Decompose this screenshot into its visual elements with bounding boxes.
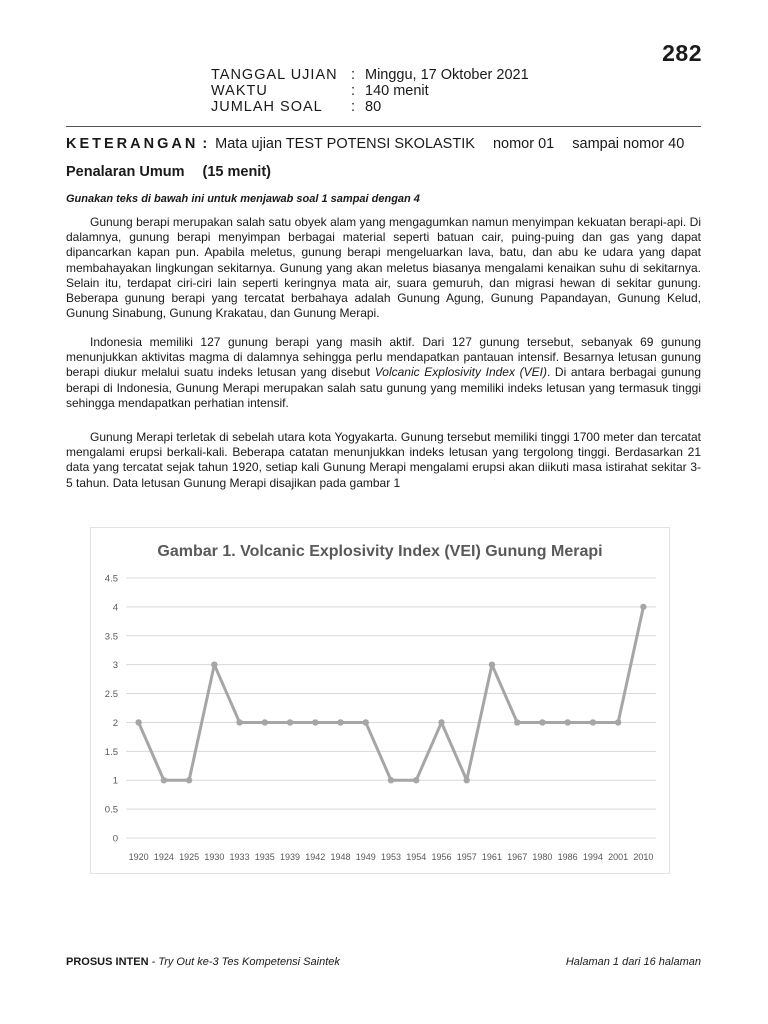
exam-date-value: Minggu, 17 Oktober 2021 — [365, 67, 529, 83]
chart-canvas — [91, 528, 669, 873]
section-name: Penalaran Umum — [66, 164, 185, 180]
data-point — [236, 719, 242, 725]
y-tick-label: 3 — [112, 660, 118, 672]
x-tick-label: 1980 — [532, 852, 553, 862]
data-point — [363, 719, 369, 725]
instruction-text: Gunakan teks di bawah ini untuk menjawab soal 1 sampai dengan 4 — [66, 193, 420, 205]
paragraph-2-text-b: . Di antara berbagai gunung berapi di Indonesia, Gunung Merapi merupakan salah satu gunung yang memiliki indeks letusan yang termasuk tinggi sehingga mendapatkan perhatian intensif. — [66, 365, 701, 410]
keterangan-text — [215, 136, 698, 152]
x-tick-label: 1961 — [481, 852, 502, 862]
section-duration: (15 menit) — [202, 164, 271, 180]
x-tick-label: 1949 — [355, 852, 376, 862]
chart-title: Gambar 1. Volcanic Explosivity Index (VEI) Gunung Merapi — [157, 543, 603, 560]
y-tick-label: 1.5 — [104, 746, 118, 758]
y-tick-label: 3.5 — [104, 631, 118, 643]
exam-time-row — [211, 83, 529, 99]
exam-date-label: TANGGAL UJIAN — [211, 67, 338, 83]
x-tick-label: 1924 — [153, 852, 174, 862]
data-point — [514, 719, 520, 725]
exam-time-value: 140 menit — [365, 83, 429, 99]
exam-info — [211, 67, 529, 115]
x-tick-label: 1954 — [406, 852, 427, 862]
vei-term: Volcanic Explosivity Index (VEI) — [374, 365, 547, 380]
paragraph-2 — [66, 335, 701, 411]
y-tick-label: 4.5 — [104, 573, 118, 585]
page-number: 282 — [662, 40, 702, 66]
exam-date-row — [211, 67, 529, 83]
data-point — [615, 719, 621, 725]
divider — [66, 126, 701, 127]
x-tick-label: 1986 — [557, 852, 578, 862]
footer — [66, 956, 701, 968]
data-point — [161, 777, 167, 783]
x-tick-label: 1994 — [582, 852, 603, 862]
data-point — [287, 719, 293, 725]
question-count-row — [211, 99, 529, 115]
x-tick-label: 2010 — [633, 852, 654, 862]
data-point — [564, 719, 570, 725]
separator: : — [351, 99, 356, 115]
vei-chart — [90, 527, 670, 874]
footer-subtitle: - Try Out ke-3 Tes Kompetensi Saintek — [148, 956, 340, 968]
x-tick-label: 1956 — [431, 852, 452, 862]
keterangan-label: KETERANGAN — [66, 136, 199, 152]
footer-page-info: Halaman 1 dari 16 halaman — [565, 956, 701, 968]
data-point — [211, 661, 217, 667]
x-tick-label: 1920 — [128, 852, 149, 862]
question-count-label: JUMLAH SOAL — [211, 99, 323, 115]
keterangan-line — [66, 136, 698, 152]
keterangan-subject: Mata ujian TEST POTENSI SKOLASTIK — [215, 136, 475, 152]
keterangan-colon: : — [202, 136, 208, 152]
x-tick-label: 1930 — [204, 852, 225, 862]
y-tick-label: 2.5 — [104, 689, 118, 701]
x-tick-label: 1939 — [280, 852, 301, 862]
footer-left — [66, 956, 340, 968]
x-tick-label: 1925 — [179, 852, 200, 862]
paragraph-1 — [66, 215, 701, 321]
y-tick-label: 0 — [112, 833, 118, 845]
x-tick-label: 1967 — [507, 852, 528, 862]
data-point — [413, 777, 419, 783]
x-tick-label: 1935 — [254, 852, 275, 862]
x-tick-label: 2001 — [608, 852, 629, 862]
data-point — [135, 719, 141, 725]
paragraph-3 — [66, 430, 701, 491]
data-point — [464, 777, 470, 783]
keterangan-to: sampai nomor 40 — [572, 136, 685, 152]
keterangan-from: nomor 01 — [492, 136, 555, 152]
x-tick-label: 1942 — [305, 852, 326, 862]
data-point — [262, 719, 268, 725]
paragraph-1-text: Gunung berapi merupakan salah satu obyek alam yang mengagumkan namun menyimpan kekuatan berapi-api. Di dalamnya, gunung berapi menyimpan berbagai material seperti batuan cair, puing-puing dan gas yang dapat dipancarkan kapan pun. Apabila meletus, gunung berapi mengeluarkan lava, batu, dan abu ke udara yang dapat membahayakan lingkungan sekitarnya. Gunung yang akan meletus biasanya mengalami kenaikan suhu di sekitarnya. Selain itu, terdapat ciri-ciri lain seperti keringnya mata air, suara gemuruh, dan migrasi hewan di sekitar gunung. Beberapa gunung berapi yang tercatat berbahaya adalah Gunung Agung, Gunung Papandayan, Gunung Kelud, Gunung Sinabung, Gunung Krakatau, dan Gunung Merapi. — [66, 215, 701, 321]
x-tick-label: 1953 — [380, 852, 402, 862]
question-count-value: 80 — [365, 99, 382, 115]
data-point — [539, 719, 545, 725]
data-point — [590, 719, 596, 725]
y-tick-label: 4 — [112, 602, 118, 614]
data-point — [640, 604, 646, 610]
paragraph-3-text: Gunung Merapi terletak di sebelah utara kota Yogyakarta. Gunung tersebut memiliki tinggi 1700 meter dan tercatat mengalami erupsi berkali-kali. Beberapa catatan menunjukkan indeks letusan yang tergolong tinggi. Berdasarkan 21 data yang tercatat sejak tahun 1920, setiap kali Gunung Merapi mengalami erupsi akan diikuti masa istirahat sekitar 3-5 tahun. Data letusan Gunung Merapi disajikan pada gambar 1 — [66, 430, 701, 490]
y-tick-label: 0.5 — [104, 804, 118, 816]
x-tick-label: 1948 — [330, 852, 351, 862]
data-point — [337, 719, 343, 725]
separator: : — [351, 83, 356, 99]
data-point — [186, 777, 192, 783]
data-point — [388, 777, 394, 783]
separator: : — [351, 67, 356, 83]
data-point — [489, 661, 495, 667]
data-point — [312, 719, 318, 725]
footer-brand: PROSUS INTEN — [66, 956, 149, 968]
section-title — [66, 164, 271, 180]
x-tick-label: 1933 — [229, 852, 250, 862]
y-tick-label: 1 — [112, 775, 118, 787]
y-tick-label: 2 — [112, 717, 118, 729]
data-point — [438, 719, 444, 725]
x-tick-label: 1957 — [456, 852, 477, 862]
paragraph-2-text-a: Indonesia memiliki 127 gunung berapi yang masih aktif. Dari 127 gunung tersebut, sebanyak 69 gunung menunjukkan aktivitas magma di dalamnya sehingga perlu mendapatkan pantauan intensif. Besarnya letusan gunung berapi diukur melalui suatu indeks letusan yang disebut — [66, 335, 701, 380]
exam-time-label: WAKTU — [211, 83, 268, 99]
